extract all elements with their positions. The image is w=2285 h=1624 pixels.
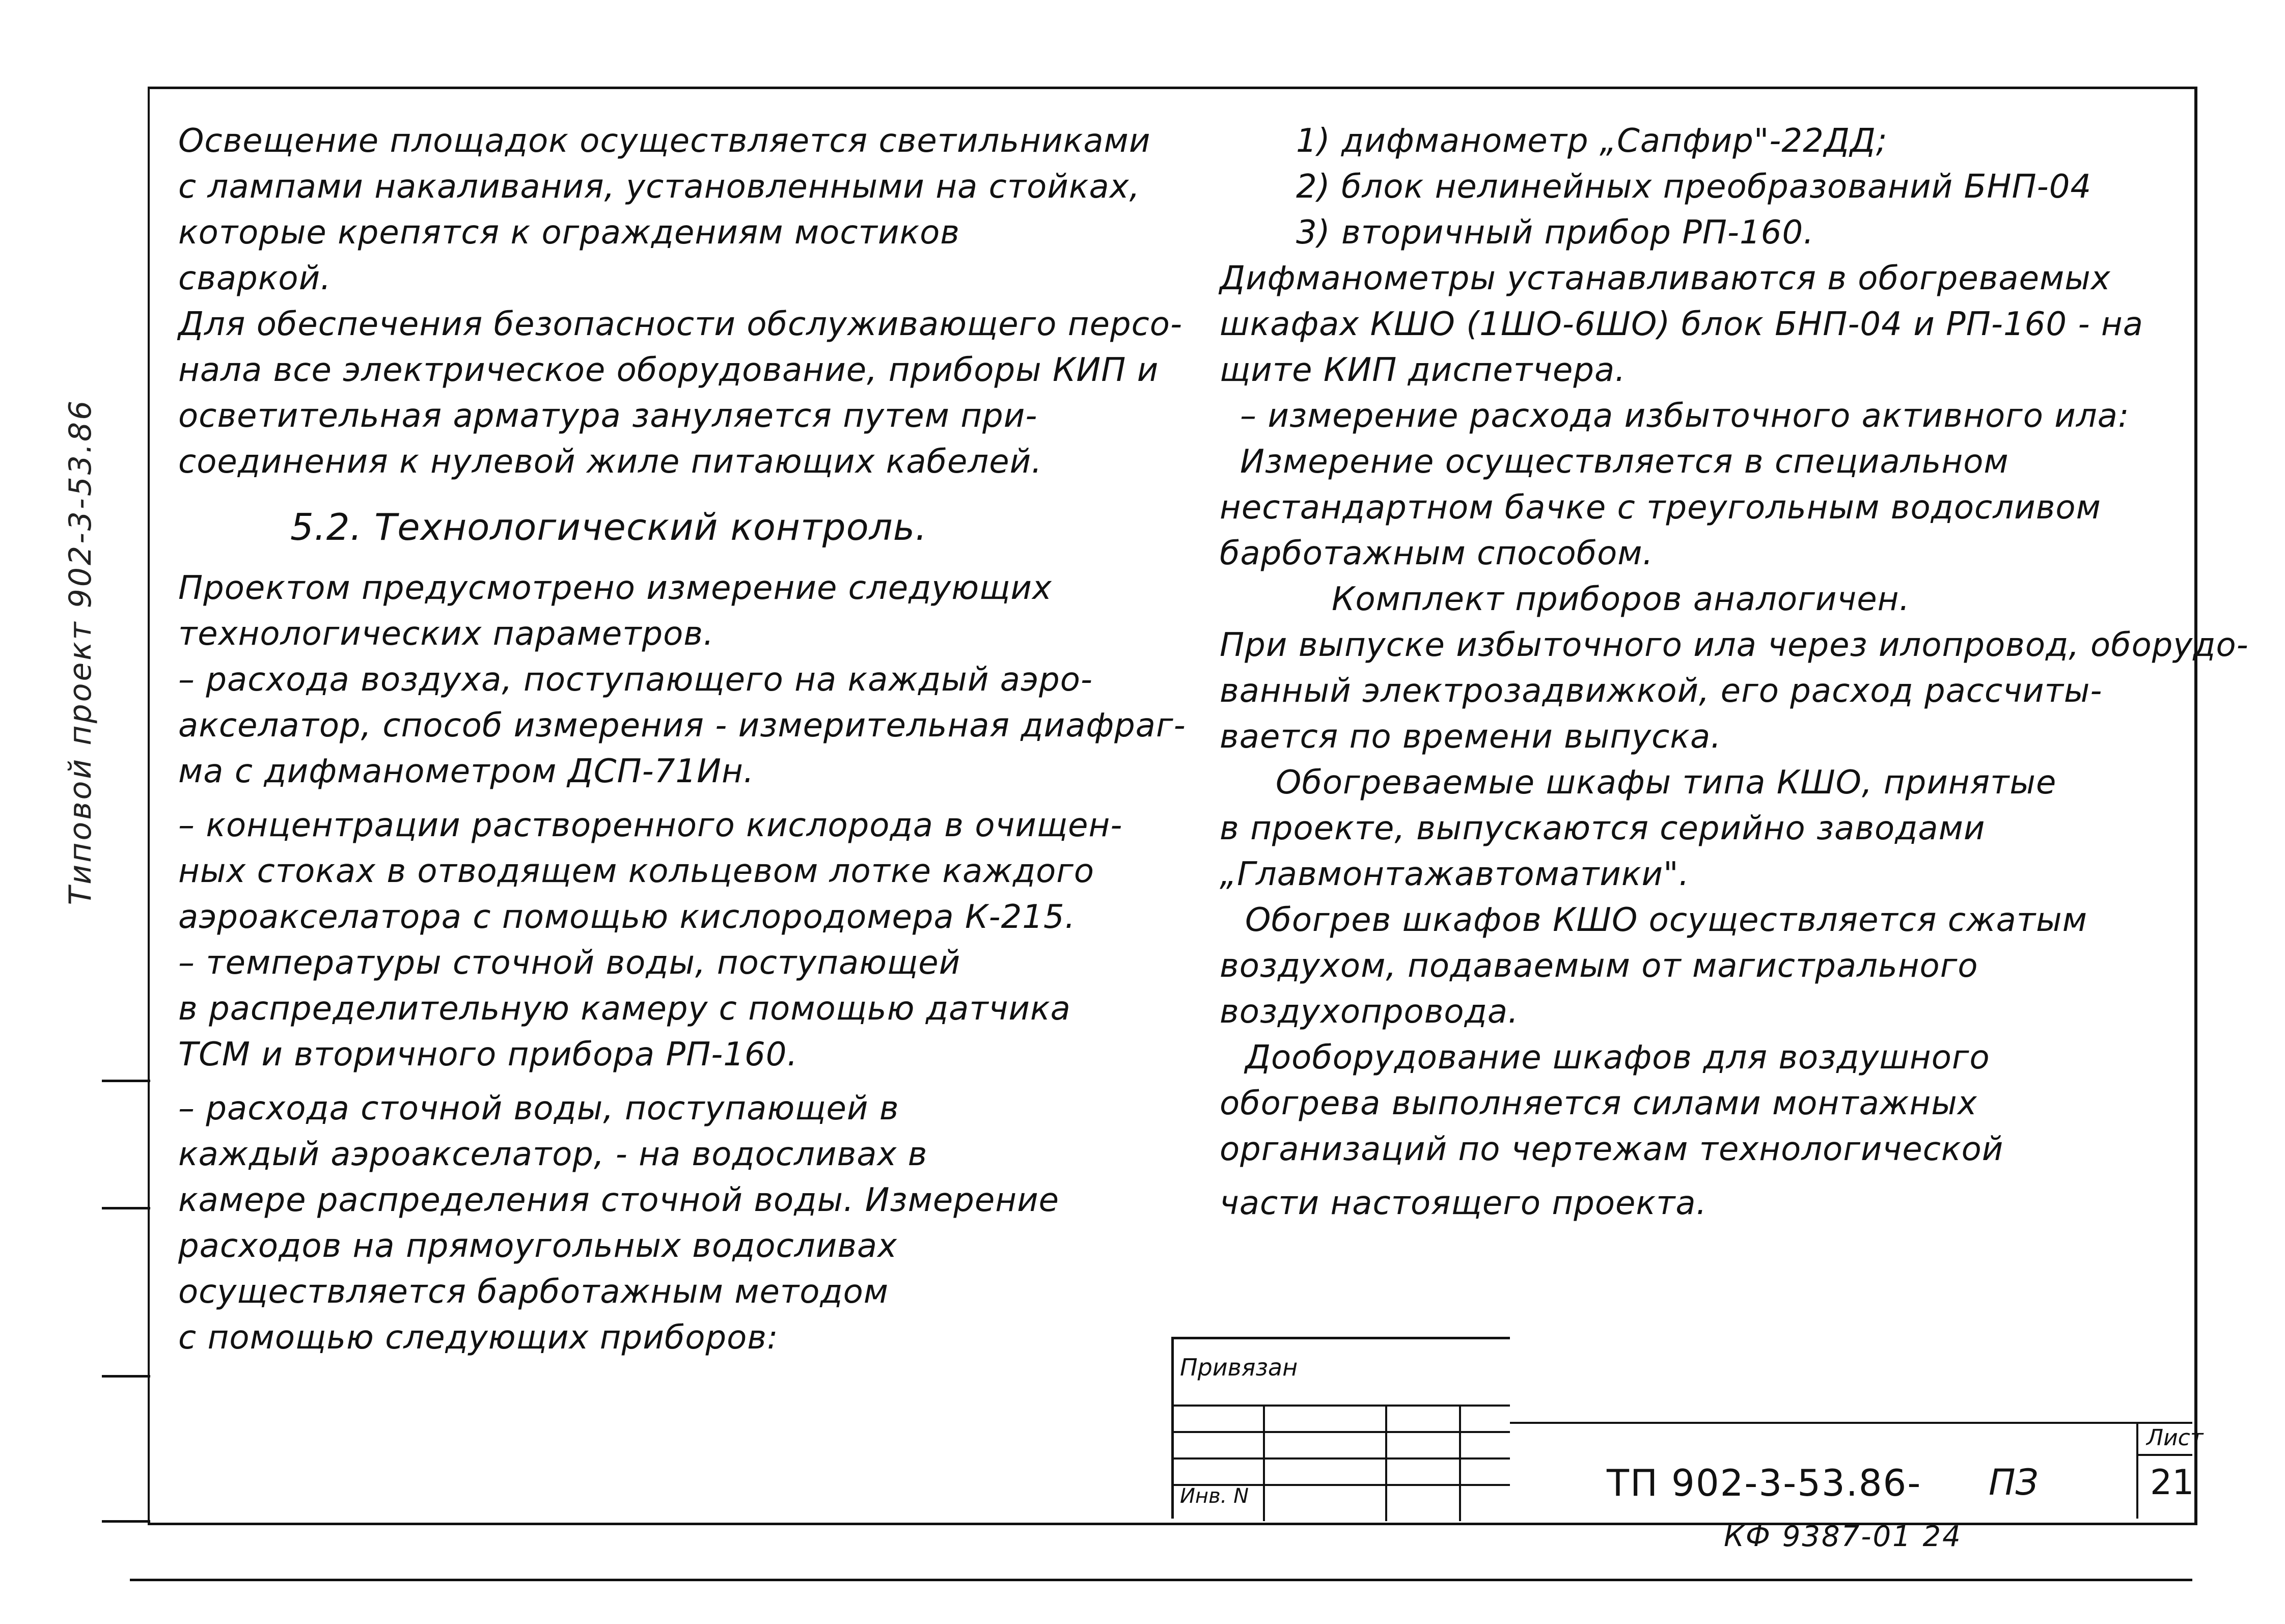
- right-text-column: [1220, 118, 2249, 1226]
- sheet-box-rule: [2136, 1454, 2192, 1456]
- text-line: Комплект приборов аналогичен.: [1332, 581, 1910, 618]
- text-line: – расхода воздуха, поступающего на каждый аэро-: [178, 661, 1093, 699]
- sheet-number: 21: [2150, 1463, 2194, 1503]
- text-line: в распределительную камеру с помощью датчика: [178, 990, 1071, 1028]
- text-line: акселатор, способ измерения - измерительная диафраг-: [178, 707, 1186, 745]
- text-line: барботажным способом.: [1220, 535, 1654, 572]
- text-line: – концентрации растворенного кислорода в очищен-: [178, 807, 1123, 844]
- privyazan-label: Привязан: [1180, 1354, 1298, 1381]
- text-line: Освещение площадок осуществляется светильниками: [178, 122, 1151, 160]
- inventory-number-label: Инв. N: [1180, 1484, 1249, 1508]
- sheet-box-divider: [2136, 1422, 2138, 1519]
- document-section: ПЗ: [1989, 1462, 2039, 1503]
- text-line: с помощью следующих приборов:: [178, 1319, 779, 1357]
- margin-tick: [102, 1207, 150, 1209]
- title-block-rule: [1510, 1422, 2192, 1424]
- text-line: Дифманометры устанавливаются в обогреваемых: [1220, 260, 2111, 297]
- text-line: „Главмонтажавтоматики".: [1220, 856, 1690, 893]
- text-line: 2) блок нелинейных преобразований БНП-04: [1296, 168, 2092, 206]
- text-line: Измерение осуществляется в специальном: [1240, 443, 2009, 481]
- text-line: воздухопровода.: [1220, 993, 1519, 1031]
- table-rule: [1459, 1406, 1461, 1521]
- text-line: каждый аэроакселатор, - на водосливах в: [178, 1136, 928, 1173]
- approval-stamp-table: [1171, 1337, 1510, 1519]
- margin-tick: [102, 1520, 150, 1523]
- drawing-code: ТП 902-3-53.86-: [1607, 1462, 1922, 1504]
- text-line: нестандартном бачке с треугольным водосливом: [1220, 489, 2101, 527]
- margin-tick: [102, 1375, 150, 1378]
- text-line: в проекте, выпускаются серийно заводами: [1220, 810, 1986, 847]
- text-line: расходов на прямоугольных водосливах: [178, 1227, 897, 1265]
- text-line: При выпуске избыточного ила через илопровод, оборудо-: [1220, 626, 2249, 664]
- text-line: аэроакселатора с помощью кислородомера К-215.: [178, 898, 1076, 936]
- text-line: 1) дифманометр „Сапфир"-22ДД;: [1296, 122, 1888, 160]
- table-rule: [1263, 1406, 1265, 1521]
- bottom-rule: [130, 1579, 2192, 1581]
- side-margin-text: Типовой проект 902-3-53.86: [63, 398, 98, 905]
- text-line: ТСМ и вторичного прибора РП-160.: [178, 1036, 798, 1074]
- text-line: Для обеспечения безопасности обслуживающего персо-: [178, 306, 1183, 343]
- text-line: осветительная арматура зануляется путем при-: [178, 397, 1038, 435]
- text-line: нала все электрическое оборудование, приборы КИП и: [178, 351, 1159, 389]
- text-line: Обогрев шкафов КШО осуществляется сжатым: [1245, 901, 2087, 939]
- text-line: организаций по чертежам технологической: [1220, 1131, 2004, 1168]
- text-line: технологических параметров.: [178, 615, 714, 653]
- text-line: камере распределения сточной воды. Измерение: [178, 1181, 1060, 1219]
- text-line: шкафах КШО (1ШО-6ШО) блок БНП-04 и РП-160 - на: [1220, 306, 2143, 343]
- text-line: – измерение расхода избыточного активного ила:: [1240, 397, 2130, 435]
- text-line: – расхода сточной воды, поступающей в: [178, 1090, 899, 1127]
- text-line: 3) вторичный прибор РП-160.: [1296, 214, 1814, 252]
- archive-code: КФ 9387-01 24: [1724, 1520, 1962, 1553]
- text-line: воздухом, подаваемым от магистрального: [1220, 947, 1978, 985]
- text-line: – температуры сточной воды, поступающей: [178, 944, 961, 982]
- margin-tick: [102, 1080, 150, 1082]
- text-line: Проектом предусмотрено измерение следующих: [178, 569, 1052, 607]
- text-line: части настоящего проекта.: [1220, 1185, 1707, 1222]
- left-text-column: [178, 118, 1186, 1361]
- text-line: Обогреваемые шкафы типа КШО, принятые: [1276, 764, 2057, 802]
- text-line: щите КИП диспетчера.: [1220, 351, 1626, 389]
- text-line: ма с дифманометром ДСП-71Ин.: [178, 753, 755, 790]
- section-heading: 5.2. Технологический контроль.: [290, 506, 928, 548]
- text-line: с лампами накаливания, установленными на стойках,: [178, 168, 1140, 206]
- text-line: Дооборудование шкафов для воздушного: [1245, 1039, 1990, 1077]
- text-line: обогрева выполняется силами монтажных: [1220, 1085, 1977, 1122]
- text-line: ных стоках в отводящем кольцевом лотке каждого: [178, 852, 1095, 890]
- text-line: осуществляется барботажным методом: [178, 1273, 889, 1311]
- text-line: соединения к нулевой жиле питающих кабелей.: [178, 443, 1042, 481]
- table-rule: [1385, 1406, 1387, 1521]
- sheet-label: Лист: [2146, 1425, 2204, 1451]
- text-line: вается по времени выпуска.: [1220, 718, 1722, 756]
- text-line: ванный электрозадвижкой, его расход рассчиты-: [1220, 672, 2103, 710]
- text-line: которые крепятся к ограждениям мостиков: [178, 214, 960, 252]
- text-line: сваркой.: [178, 260, 332, 297]
